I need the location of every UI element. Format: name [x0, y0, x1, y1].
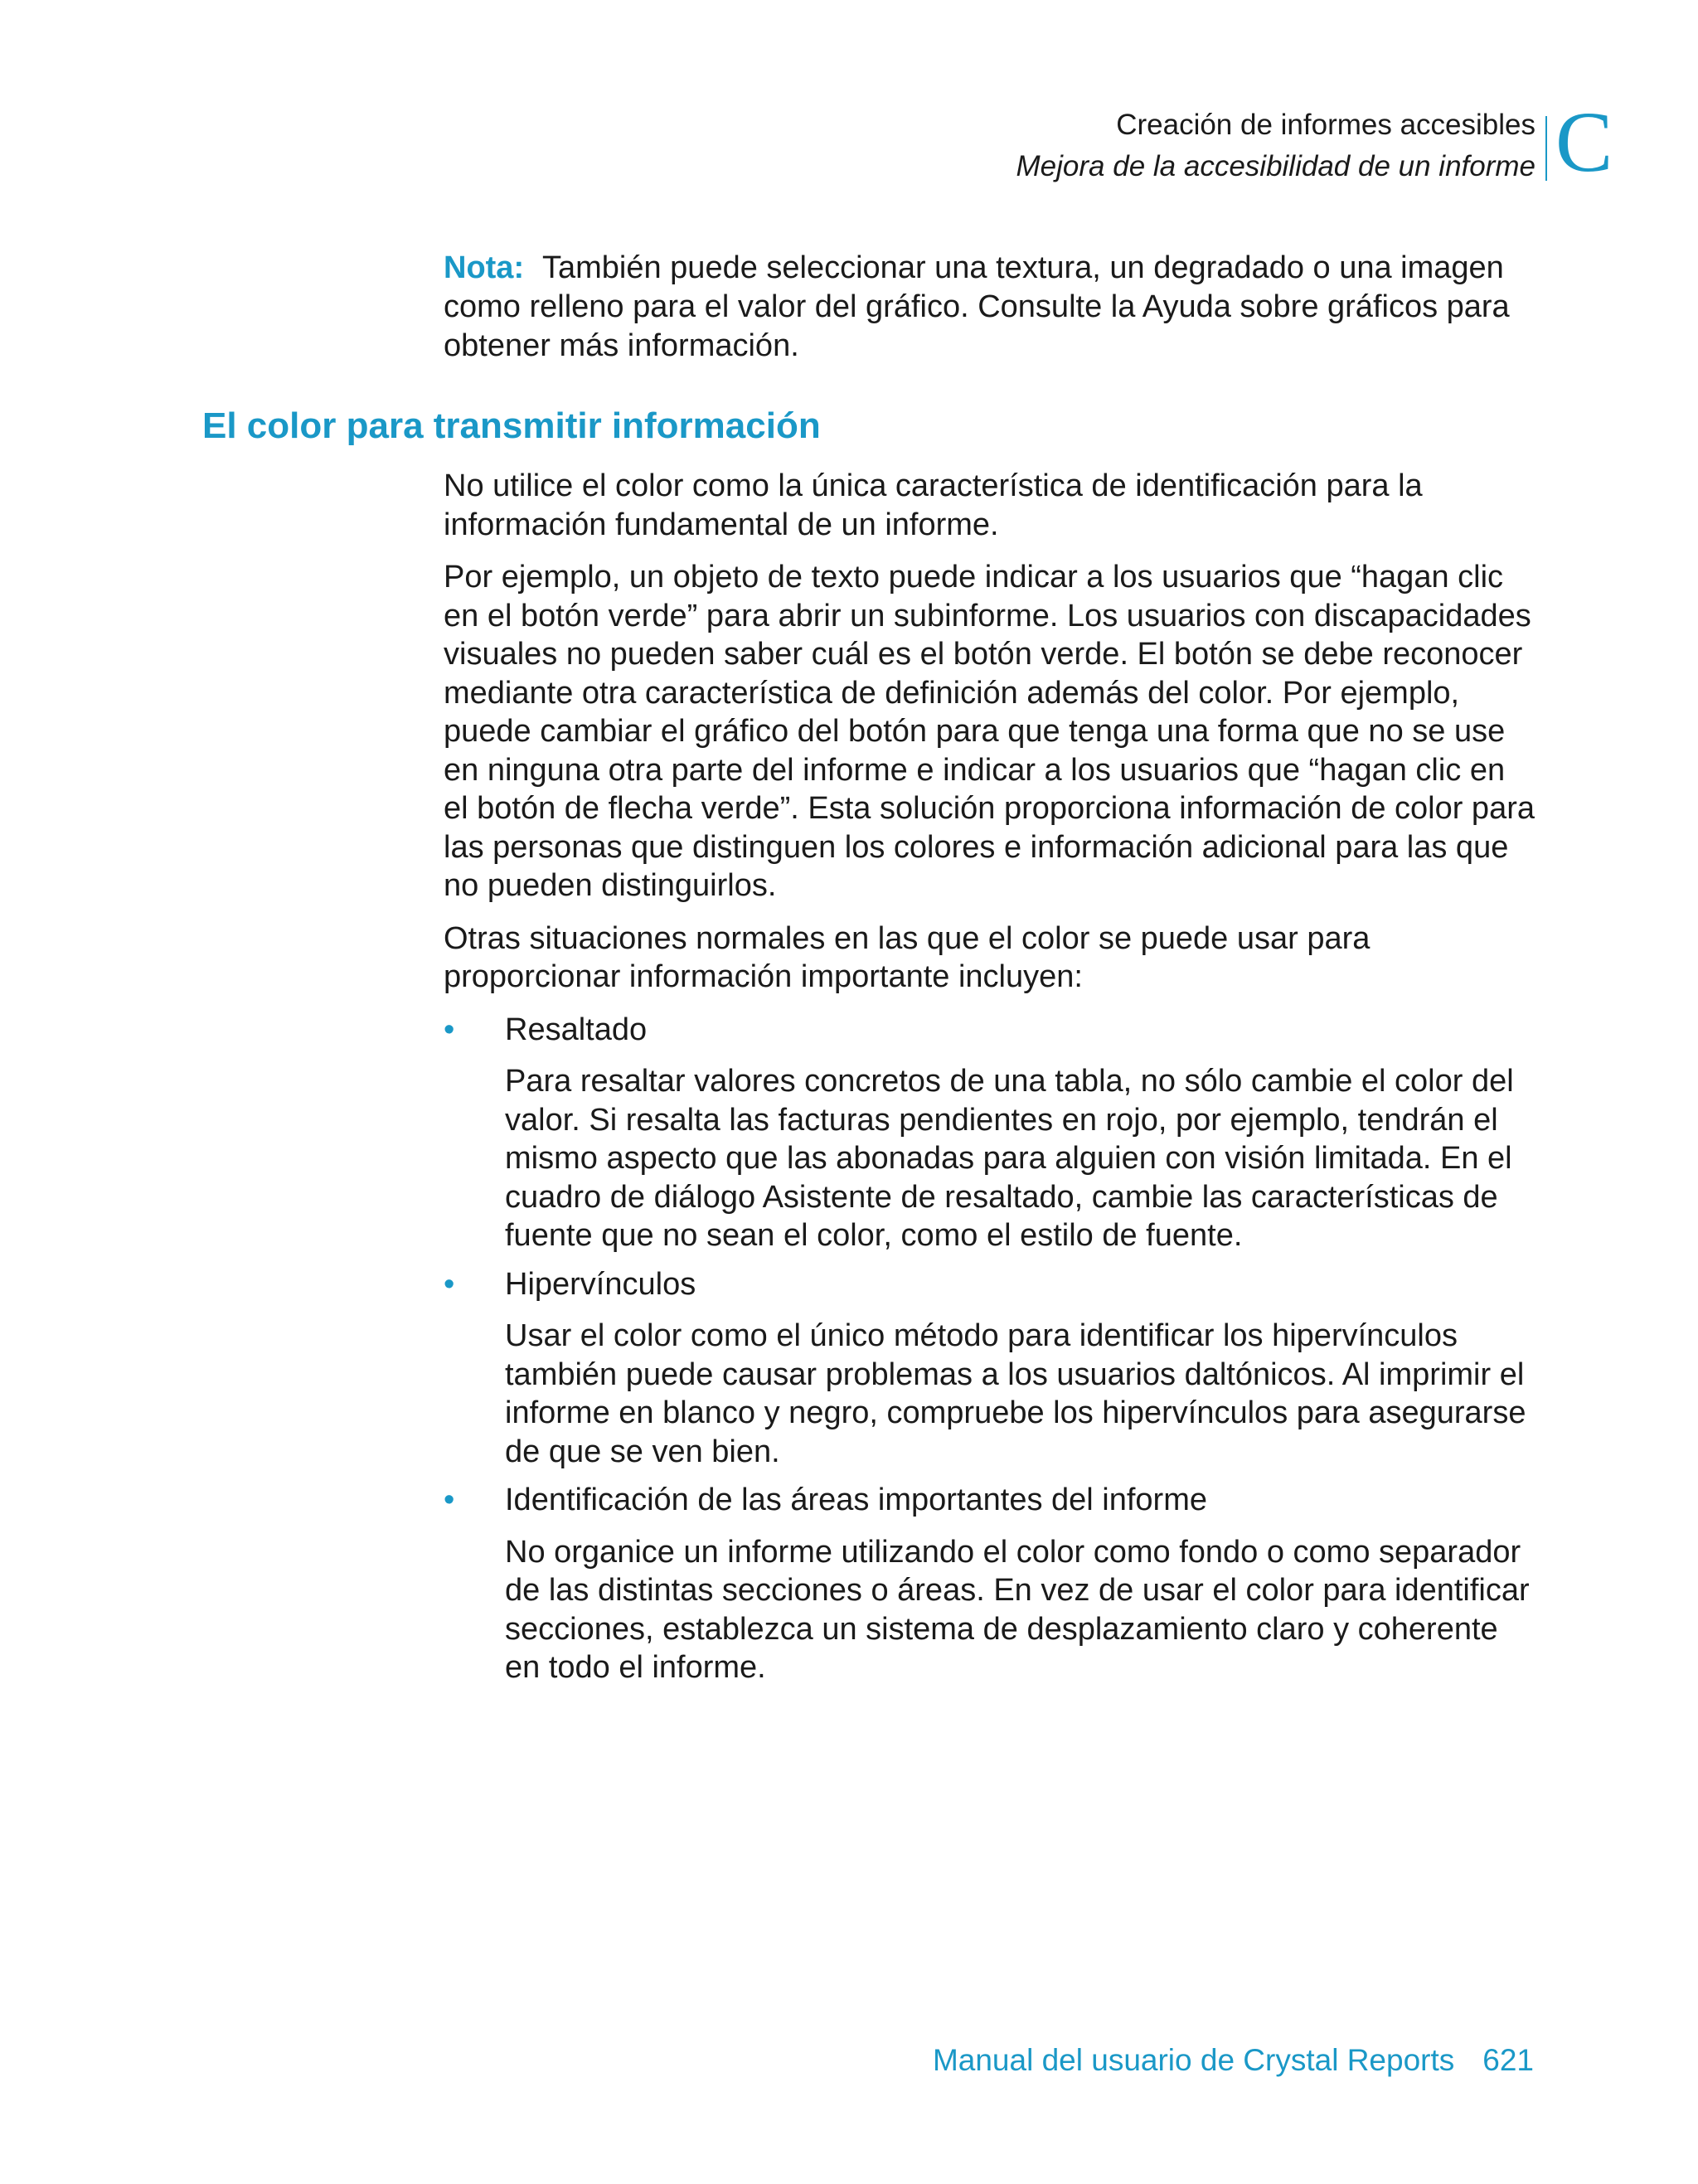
paragraph-2: Por ejemplo, un objeto de texto puede indicar a los usuarios que “hagan clic en el botón verde” para abrir un subinforme. Los usuarios con discapacidades visuales no pueden saber cuál es el botón verde. El botón se debe reconocer mediante otra característica de definición además del color. Por ejemplo, puede cambiar el gráfico del botón para que tenga una forma que no se use en ninguna otra parte del informe e indicar a los usuarios que “hagan clic en el botón de flecha verde”. Esta solución proporciona información de color para las personas que distinguen los colores e información adicional para las que no pueden distinguirlos. [444, 560, 1535, 903]
note-text: También puede seleccionar una textura, un degradado o una imagen como relleno para el valor del gráfico. Consulte la Ayuda sobre gráficos para obtener más información. [444, 250, 1510, 363]
running-header [789, 104, 1535, 187]
bullet-item-hipervinculos [444, 1265, 1538, 1472]
bullet-dot-icon: • [444, 1266, 455, 1302]
bullet-text: No organice un informe utilizando el color como fondo o como separador de las distintas secciones o áreas. En vez de usar el color para identificar secciones, establezca un sistema de desplazamiento claro y coherente en todo el informe. [505, 1534, 1530, 1685]
bullet-title: Resaltado [505, 1012, 648, 1047]
bullet-text: Usar el color como el único método para identificar los hipervínculos también puede causar problemas a los usuarios daltónicos. Al imprimir el informe en blanco y negro, compruebe los hipervínculos para asegurarse de que se ven bien. [505, 1318, 1526, 1469]
footer-manual-title: Manual del usuario de Crystal Reports [932, 2043, 1455, 2077]
header-section-title: Mejora de la accesibilidad de un informe [1016, 150, 1535, 182]
section-heading: El color para transmitir información [202, 405, 821, 446]
chapter-letter: C [1555, 95, 1613, 190]
bullet-text: Para resaltar valores concretos de una tabla, no sólo cambie el color del valor. Si resalta las facturas pendientes en rojo, por ejemplo, tendrán el mismo aspecto que las abonadas para alguien con visión limitada. En el cuadro de diálogo Asistente de resaltado, cambie las características de fuente que no sean el color, como el estilo de fuente. [505, 1064, 1514, 1253]
bullet-item-resaltado [444, 1011, 1538, 1255]
paragraph-3: Otras situaciones normales en las que el color se puede usar para proporcionar información importante incluyen: [444, 920, 1371, 994]
page-number: 621 [1482, 2043, 1534, 2077]
note-block [444, 249, 1538, 420]
section-body [444, 467, 1538, 1697]
paragraph-1: No utilice el color como la única característica de identificación para la información fundamental de un informe. [444, 468, 1423, 542]
note-label: Nota: [444, 250, 525, 285]
note [444, 249, 1538, 366]
chapter-divider [1545, 116, 1547, 181]
bullet-dot-icon: • [444, 1012, 455, 1047]
bullet-item-areas-importantes [444, 1481, 1538, 1687]
bullet-title: Hipervínculos [505, 1266, 696, 1302]
header-chapter-title: Creación de informes accesibles [1116, 109, 1535, 141]
bullet-title: Identificación de las áreas importantes del informe [505, 1483, 1208, 1517]
bullet-dot-icon: • [444, 1483, 455, 1517]
page-footer [933, 2041, 1534, 2080]
